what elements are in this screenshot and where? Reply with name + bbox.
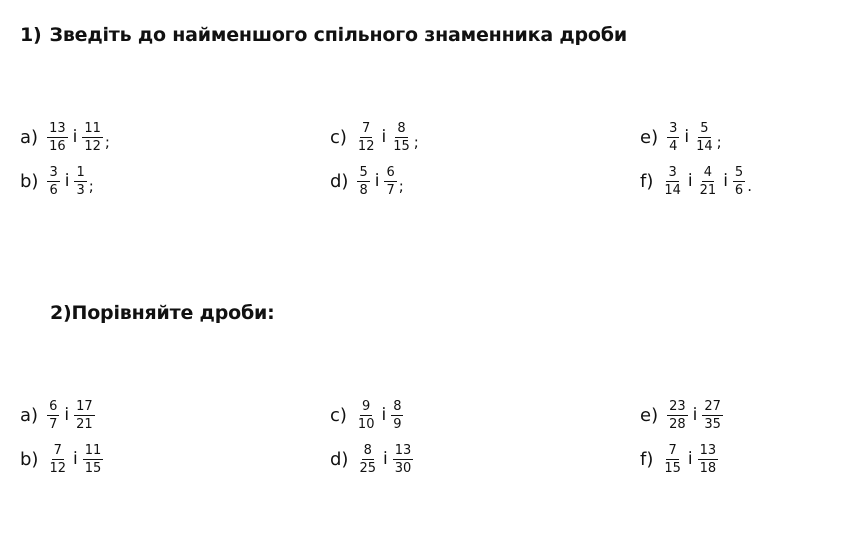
denominator: 3 [76, 182, 85, 198]
task1-number: 1) [20, 24, 42, 46]
conjunction: і [64, 171, 70, 191]
conjunction: і [64, 405, 70, 425]
item-label: c) [330, 404, 347, 426]
task2-item-d [330, 437, 414, 481]
denominator: 10 [357, 416, 375, 432]
denominator: 8 [359, 182, 368, 198]
conjunction: і [684, 127, 690, 147]
denominator: 18 [699, 460, 717, 476]
task1-item-d [330, 159, 404, 203]
numerator: 7 [53, 442, 62, 458]
item-label: a) [20, 126, 39, 148]
numerator: 9 [362, 398, 371, 414]
numerator: 5 [734, 164, 744, 180]
denominator: 21 [699, 182, 717, 198]
denominator: 30 [394, 460, 412, 476]
punctuation: ; [716, 133, 722, 151]
denominator: 21 [76, 416, 93, 432]
item-label: b) [20, 448, 39, 470]
task1-item-e [640, 115, 722, 159]
item-label: b) [20, 170, 39, 192]
punctuation: ; [398, 177, 404, 195]
conjunction: і [72, 127, 78, 147]
task1-title: Зведіть до найменшого спільного знаменника дроби [49, 24, 627, 46]
fraction [391, 399, 403, 432]
conjunction: і [692, 405, 698, 425]
task2-item-b [20, 437, 104, 481]
punctuation: ; [104, 133, 110, 151]
item-label: c) [330, 126, 347, 148]
numerator: 7 [362, 120, 371, 136]
denominator: 12 [84, 138, 101, 154]
item-label: e) [640, 404, 659, 426]
task2-heading [50, 302, 275, 324]
denominator: 14 [696, 138, 713, 154]
denominator: 35 [704, 416, 721, 432]
denominator: 28 [669, 416, 686, 432]
numerator: 6 [49, 398, 58, 414]
denominator: 15 [393, 138, 410, 154]
denominator: 25 [359, 460, 376, 476]
denominator: 12 [357, 138, 375, 154]
numerator: 7 [668, 442, 677, 458]
fraction [47, 399, 59, 432]
denominator: 4 [669, 138, 678, 154]
item-label: d) [330, 170, 349, 192]
conjunction: і [381, 127, 387, 147]
numerator: 8 [393, 398, 402, 414]
fraction [662, 443, 683, 476]
task1-item-c [330, 115, 419, 159]
fraction [733, 165, 745, 198]
numerator: 8 [397, 120, 406, 136]
denominator: 7 [49, 416, 58, 432]
numerator: 13 [394, 442, 412, 458]
denominator: 6 [49, 182, 58, 198]
conjunction: і [687, 449, 693, 469]
task2-title: 2)Порівняйте дроби: [50, 302, 275, 324]
punctuation: ; [88, 177, 94, 195]
fraction [384, 165, 396, 198]
fraction [357, 165, 369, 198]
conjunction: і [381, 405, 387, 425]
punctuation: ; [413, 133, 419, 151]
numerator: 3 [49, 164, 58, 180]
numerator: 3 [668, 164, 677, 180]
fraction [82, 121, 103, 154]
numerator: 4 [703, 164, 713, 180]
numerator: 13 [49, 120, 66, 136]
numerator: 1 [76, 164, 85, 180]
numerator: 8 [363, 442, 372, 458]
task2-item-c [330, 393, 404, 437]
conjunction: і [687, 171, 693, 191]
task1-item-f [640, 159, 752, 203]
numerator: 11 [84, 120, 101, 136]
numerator: 5 [700, 120, 709, 136]
fraction [698, 165, 719, 198]
fraction [667, 121, 679, 154]
fraction [74, 165, 86, 198]
item-label: e) [640, 126, 659, 148]
denominator: 16 [49, 138, 66, 154]
denominator: 9 [393, 416, 402, 432]
numerator: 3 [669, 120, 678, 136]
numerator: 17 [76, 398, 93, 414]
item-label: d) [330, 448, 349, 470]
denominator: 14 [664, 182, 681, 198]
fraction [393, 443, 414, 476]
fraction [662, 165, 683, 198]
conjunction: і [723, 171, 728, 191]
denominator: 12 [49, 460, 66, 476]
numerator: 11 [84, 442, 102, 458]
numerator: 5 [359, 164, 368, 180]
fraction [356, 121, 377, 154]
task2-item-f [640, 437, 719, 481]
denominator: 7 [386, 182, 395, 198]
fraction [391, 121, 412, 154]
task1-item-b [20, 159, 94, 203]
fraction [47, 165, 59, 198]
punctuation: . [747, 177, 752, 195]
task1-item-a [20, 115, 110, 159]
fraction [47, 121, 68, 154]
denominator: 15 [664, 460, 681, 476]
conjunction: і [73, 449, 78, 469]
conjunction: і [374, 171, 380, 191]
denominator: 6 [734, 182, 744, 198]
fraction [698, 443, 719, 476]
denominator: 15 [84, 460, 102, 476]
conjunction: і [383, 449, 388, 469]
numerator: 27 [704, 398, 721, 414]
item-label: f) [640, 170, 654, 192]
task2-item-e [640, 393, 724, 437]
fraction [356, 399, 377, 432]
fraction [667, 399, 688, 432]
numerator: 13 [699, 442, 717, 458]
numerator: 6 [386, 164, 395, 180]
task1-heading [20, 24, 627, 46]
fraction [357, 443, 378, 476]
item-label: a) [20, 404, 39, 426]
fraction [702, 399, 723, 432]
fraction [47, 443, 68, 476]
fraction [694, 121, 715, 154]
numerator: 23 [669, 398, 686, 414]
task2-item-a [20, 393, 96, 437]
item-label: f) [640, 448, 654, 470]
fraction [74, 399, 95, 432]
fraction [83, 443, 104, 476]
